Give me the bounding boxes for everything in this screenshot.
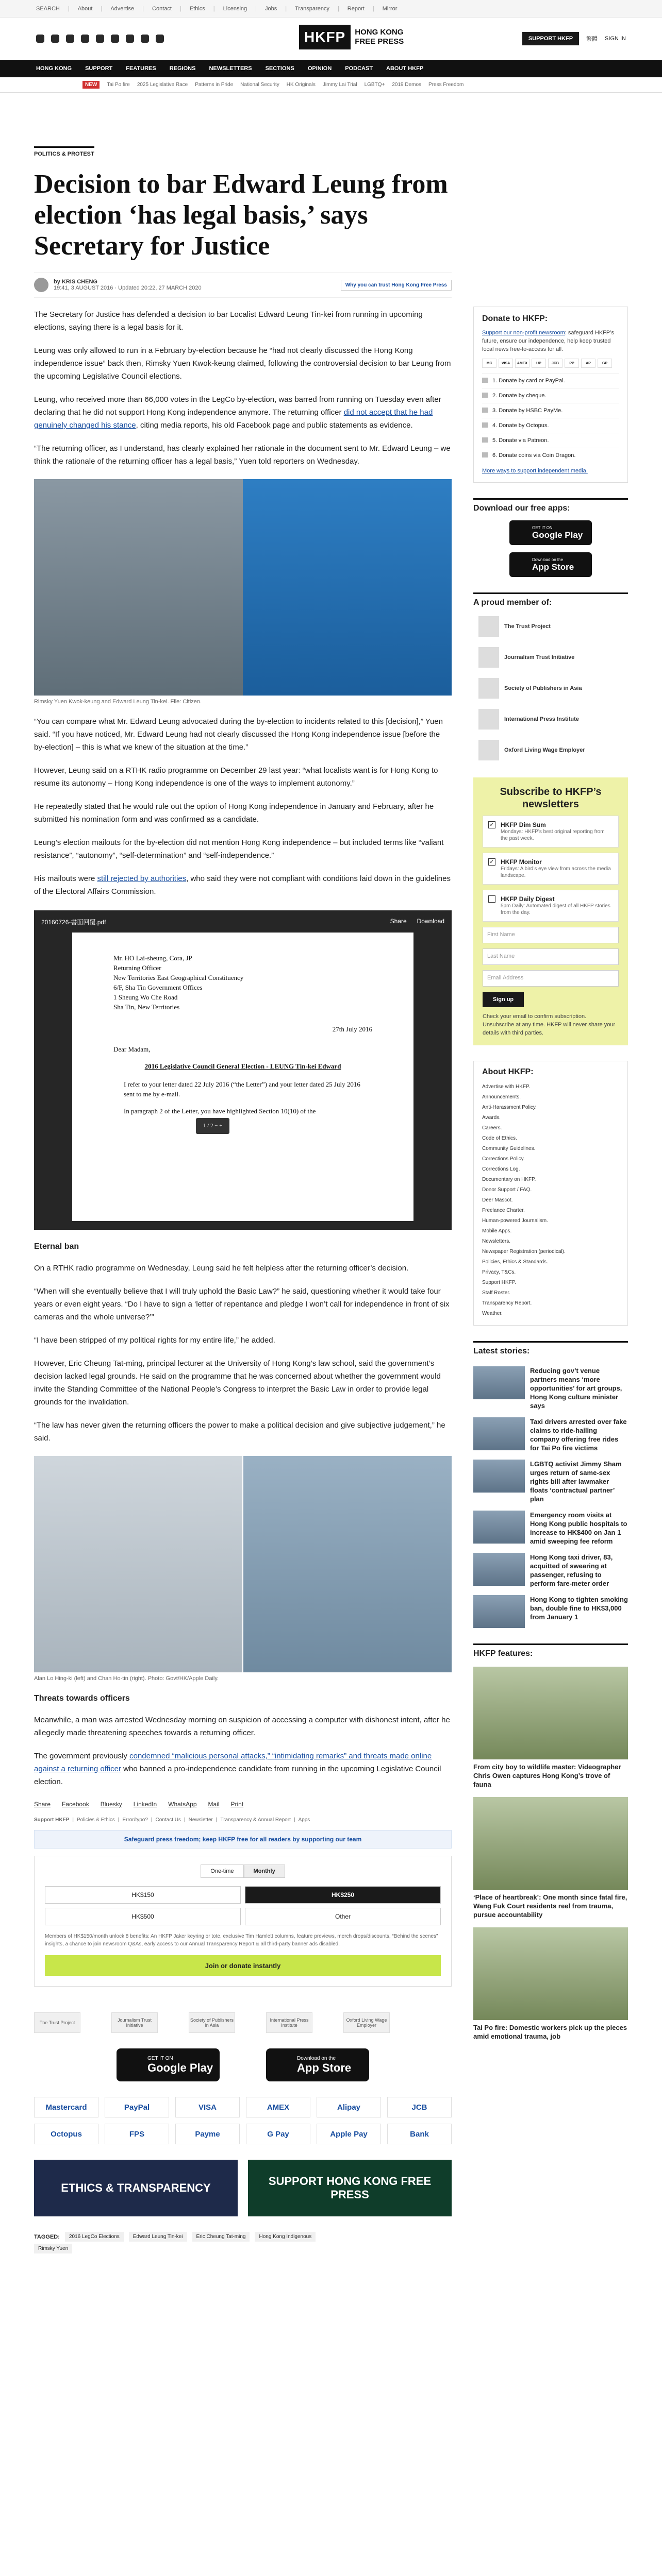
- checkbox: ✓: [488, 821, 495, 828]
- story-thumbnail: [473, 1595, 525, 1628]
- about-link[interactable]: Policies, Ethics & Standards.: [482, 1259, 548, 1265]
- feature-item[interactable]: ‘Place of heartbreak’: One month since fatal fire, Wang Fuk Court residents reel from trauma, pursue accountability: [473, 1797, 628, 1919]
- paragraph: “When will she eventually believe that I will truly uphold the Basic Law?” he said, questioning whether it would take four years or even eight years. “Do I have to sign a ‘letter of repentance and pledge I won’t call for independence in front of six cameras and the whole universe?’”: [34, 1287, 450, 1321]
- member-logo[interactable]: International Press Institute: [478, 707, 628, 731]
- share-label: Share: [34, 1801, 51, 1808]
- linkedin-icon[interactable]: [126, 35, 134, 43]
- paragraph: However, Leung said on a RTHK radio programme on December 29 last year: “what localists want is for Hong Kong to resume its autonomy – Hong Kong independence is one of the ways to implement autonomy.”: [34, 766, 438, 788]
- payment-logo: FPS: [105, 2124, 169, 2144]
- download-button[interactable]: Download: [417, 918, 444, 925]
- photo-caption: Alan Lo Hing-ki (left) and Chan Ho-tin (right). Photo: Govt/HK/Apple Daily.: [34, 1675, 219, 1682]
- trending-link[interactable]: Tai Po fire: [107, 82, 130, 88]
- newsletter-signup: [473, 777, 628, 1045]
- story-item[interactable]: Taxi drivers arrested over fake claims to ride-hailing company offering free rides for Tai Po fire victims: [473, 1417, 628, 1452]
- feature-item[interactable]: Tai Po fire: Domestic workers pick up the pieces amid emotional trauma, job: [473, 1927, 628, 2041]
- trending-link[interactable]: Jimmy Lai Trial: [322, 82, 357, 88]
- author-avatar: [34, 278, 48, 292]
- about-link[interactable]: Documentary on HKFP.: [482, 1177, 536, 1182]
- patreon-icon: [482, 437, 488, 443]
- about-link[interactable]: Advertise with HKFP.: [482, 1084, 531, 1090]
- contact-link[interactable]: Contact: [152, 5, 172, 12]
- story-item[interactable]: Hong Kong taxi driver, 83, acquitted of swearing at passenger, refusing to perform fare-meter order: [473, 1553, 628, 1588]
- story-item[interactable]: Emergency room visits at Hong Kong public hospitals to increase to HK$400 on Jan 1 amid sweeping fee reform: [473, 1511, 628, 1546]
- paragraph: He repeatedly stated that he would rule out the option of Hong Kong independence in January and February, after he submitted his nomination form and was confirmed as a candidate.: [34, 802, 434, 824]
- about-link[interactable]: About: [77, 5, 93, 12]
- donate-method[interactable]: 4. Donate by Octopus.: [482, 418, 619, 433]
- footer-link[interactable]: Newsletter: [188, 1817, 213, 1823]
- advertise-link[interactable]: Advertise: [110, 5, 135, 12]
- article-category[interactable]: POLITICS & PROTEST: [34, 146, 94, 157]
- inline-link[interactable]: still rejected by authorities: [97, 874, 187, 883]
- payment-logo: G Pay: [246, 2124, 310, 2144]
- payment-logo: JCB: [387, 2097, 452, 2117]
- article-photo: [34, 479, 452, 696]
- payment-logo: Alipay: [317, 2097, 381, 2117]
- payment-logo: Bank: [387, 2124, 452, 2144]
- ethics-link[interactable]: Ethics: [189, 5, 205, 12]
- about-link[interactable]: Mobile Apps.: [482, 1228, 512, 1234]
- badge-logo[interactable]: Oxford Living Wage Employer: [343, 2012, 390, 2033]
- payment-logo: Payme: [175, 2124, 240, 2144]
- payment-logo: VISA: [175, 2097, 240, 2117]
- author-name[interactable]: by KRIS CHENG: [54, 279, 97, 285]
- footer-link[interactable]: Error/typo?: [122, 1817, 148, 1823]
- first-name-field[interactable]: First Name: [483, 927, 619, 943]
- about-link[interactable]: Careers.: [482, 1125, 502, 1131]
- footer-link[interactable]: Policies & Ethics: [76, 1817, 115, 1823]
- trending-bar: [0, 77, 662, 93]
- footer-link[interactable]: Apps: [298, 1817, 310, 1823]
- footer-link[interactable]: Contact Us: [155, 1817, 181, 1823]
- subheading: Eternal ban: [34, 1242, 79, 1251]
- story-thumbnail: [473, 1460, 525, 1493]
- monthly-toggle[interactable]: Monthly: [244, 1865, 285, 1878]
- share-button[interactable]: Share: [390, 918, 407, 925]
- newsletter-option[interactable]: ✓ HKFP Monitor Fridays: A bird’s eye view from across the media landscape.: [483, 853, 619, 885]
- rss-icon[interactable]: [156, 35, 164, 43]
- paragraph: “The law has never given the returning officers the power to make a political decision and give subjective judgement,” he said.: [34, 1421, 445, 1443]
- nav-sections[interactable]: SECTIONS: [265, 65, 294, 72]
- donate-panel: Donate to HKFP: Support our non-profit newsroom: safeguard HKFP’s future, ensure our independence, help keep trusted local news free-to-access for all. MC VISA AMEX UP JCB PP AP GP 1. Donate by card or PayPal. 2. Donate by cheque. 3. Donate by HSBC PayMe. 4. Donate by Octopus. 5. Donate via Patreon. 6. Donate coins via Coin Dragon. More ways to support independent media.: [473, 307, 628, 483]
- paragraph: The government previously condemned “malicious personal attacks,” “intimidating remarks” and threats made online against a returning officer who banned a pro-independence candidate from running in the upcoming Legislative Council election.: [34, 1752, 441, 1786]
- feature-image: [473, 1797, 628, 1890]
- tags-label: TAGGED:: [34, 2233, 60, 2240]
- trending-link[interactable]: Press Freedom: [428, 82, 464, 88]
- paragraph: On a RTHK radio programme on Wednesday, Leung said he felt helpless after the returning officer’s decision.: [34, 1264, 409, 1273]
- threads-icon[interactable]: [81, 35, 89, 43]
- paragraph: Meanwhile, a man was arrested Wednesday morning on suspicion of accessing a computer with dishonest intent, after he allegedly made threatening speeches towards a returning officer.: [34, 1716, 450, 1737]
- tag[interactable]: Rimsky Yuen: [34, 2244, 72, 2253]
- article-tags: [34, 2232, 452, 2242]
- mirror-link[interactable]: Mirror: [382, 5, 398, 12]
- story-item[interactable]: Reducing gov’t venue partners means ‘more opportunities’ for art groups, Hong Kong culture minister says: [473, 1366, 628, 1410]
- latest-stories: [473, 1366, 628, 1628]
- about-link[interactable]: Newsletters.: [482, 1239, 511, 1244]
- card-icon: [482, 378, 488, 383]
- payment-methods: [34, 2097, 452, 2144]
- facebook-icon[interactable]: [36, 35, 44, 43]
- story-thumbnail: [473, 1511, 525, 1544]
- paragraph: Leung, who received more than 66,000 votes in the LegCo by-election, was barred from running on Tuesday even after declaring that he did not support Hong Kong independence anymore. The returning officer did not accept that he had genuinely changed his stance, citing media reports, his old Facebook page and public statements as evidence.: [34, 395, 441, 430]
- feature-image: [473, 1667, 628, 1759]
- coin-icon: [482, 452, 488, 457]
- about-links: [482, 1082, 619, 1319]
- donate-method[interactable]: 3. Donate by HSBC PayMe.: [482, 403, 619, 418]
- nav-about[interactable]: ABOUT HKFP: [386, 65, 424, 72]
- payment-logo: Octopus: [34, 2124, 98, 2144]
- licensing-link[interactable]: Licensing: [223, 5, 247, 12]
- paragraph: Leung was only allowed to run in a February by-election because he “had not clearly discussed the Hong Kong independence issue” back then, Rimsky Yuen Kwok-keung claimed, following the controversial decision to bar Leung from the upcoming Legislative Council elections.: [34, 346, 451, 381]
- about-link[interactable]: Support HKFP.: [482, 1280, 516, 1285]
- app-store-button[interactable]: Download on the App Store: [509, 552, 592, 577]
- member-logo[interactable]: Oxford Living Wage Employer: [478, 738, 628, 762]
- about-link[interactable]: Awards.: [482, 1115, 501, 1121]
- section-heading: Download our free apps:: [473, 498, 628, 513]
- nav-regions[interactable]: REGIONS: [169, 65, 196, 72]
- article-main: [34, 118, 452, 2251]
- tag[interactable]: Edward Leung Tin-kei: [129, 2232, 187, 2242]
- support-link[interactable]: Support our non-profit newsroom: [482, 330, 565, 336]
- about-link[interactable]: Code of Ethics.: [482, 1136, 517, 1141]
- footer-link[interactable]: Support HKFP: [34, 1817, 70, 1823]
- membership-note: Members of HK$150/month unlock 8 benefits: An HKFP Jaker keyring or tote, exclusive Tim Hamlett columns, feature previews, merch drops/discounts, “Behind the scenes” insights, a chance to join newsroom Q&As, early access to our Annual Transparency Report & all third-party banner ads disabled.: [45, 1934, 438, 1947]
- support-button[interactable]: SUPPORT HKFP: [522, 32, 579, 45]
- donation-widget: [34, 1856, 452, 1987]
- about-link[interactable]: Freelance Charter.: [482, 1208, 525, 1213]
- checkbox: [488, 895, 495, 903]
- main-nav: [0, 60, 662, 77]
- signup-note: Check your email to confirm subscription. Unsubscribe at any time. HKFP will never share your details with third parties.: [483, 1013, 616, 1036]
- panel-heading: Donate to HKFP:: [482, 314, 548, 323]
- about-link[interactable]: Announcements.: [482, 1094, 521, 1100]
- donate-method[interactable]: 6. Donate coins via Coin Dragon.: [482, 448, 619, 463]
- share-linkedin[interactable]: LinkedIn: [133, 1801, 157, 1808]
- more-ways-link[interactable]: More ways to support independent media.: [482, 468, 588, 474]
- amount-option-selected[interactable]: HK$250: [245, 1886, 441, 1904]
- member-logo[interactable]: Journalism Trust Initiative: [478, 646, 628, 669]
- member-logos: [473, 615, 628, 762]
- about-link[interactable]: Corrections Log.: [482, 1166, 520, 1172]
- footer-links: Support HKFP | Policies & Ethics | Error/typo? | Contact Us | Newsletter | Transparency & Annual Report | Apps: [34, 1817, 310, 1823]
- paragraph: “The returning officer, as I understand, has clearly explained her rationale in the document sent to Mr. Edward Leung – we think the rationale of the returning officer has a legal basis,” Yuen told reporters on Wednesday.: [34, 444, 451, 466]
- trending-link[interactable]: LGBTQ+: [364, 82, 385, 88]
- section-heading: A proud member of:: [473, 592, 628, 607]
- badge-logo[interactable]: Society of Publishers in Asia: [189, 2012, 235, 2033]
- payment-logo: Mastercard: [34, 2097, 98, 2117]
- inline-link[interactable]: did not accept that he had genuinely changed his stance: [34, 408, 433, 430]
- section-heading: Latest stories:: [473, 1341, 628, 1356]
- nav-opinion[interactable]: OPINION: [307, 65, 332, 72]
- google-play-button[interactable]: GET IT ON Google Play: [509, 520, 592, 545]
- article-date: 19:41, 3 AUGUST 2016 · Updated 20:22, 27 MARCH 2020: [54, 285, 202, 291]
- bluesky-icon[interactable]: [141, 35, 149, 43]
- paragraph: His mailouts were still rejected by authorities, who said they were not compliant with conditions laid down in the guidelines of the Electoral Affairs Commission.: [34, 874, 451, 896]
- about-link[interactable]: Weather.: [482, 1311, 503, 1316]
- nav-newsletters[interactable]: NEWSLETTERS: [209, 65, 252, 72]
- donate-method[interactable]: 2. Donate by cheque.: [482, 388, 619, 403]
- sidebar: [473, 307, 628, 2041]
- article-photo: [34, 1456, 452, 1672]
- nav-podcast[interactable]: PODCAST: [345, 65, 373, 72]
- story-thumbnail: [473, 1366, 525, 1399]
- email-field[interactable]: Email Address: [483, 970, 619, 987]
- about-link[interactable]: Transparency Report.: [482, 1300, 532, 1306]
- about-link[interactable]: Human-powered Journalism.: [482, 1218, 548, 1224]
- about-link[interactable]: Corrections Policy.: [482, 1156, 525, 1162]
- features-list: [473, 1667, 628, 2041]
- cheque-icon: [482, 393, 488, 398]
- share-mail[interactable]: Mail: [208, 1801, 220, 1808]
- social-icons: [36, 35, 164, 43]
- feature-item[interactable]: From city boy to wildlife master: Videographer Chris Owen captures Hong Kong’s trove of fauna: [473, 1667, 628, 1789]
- trending-link[interactable]: National Security: [240, 82, 279, 88]
- newsletter-heading: Subscribe to HKFP’s newsletters: [500, 786, 602, 810]
- site-logo[interactable]: HKFP HONG KONG FREE PRESS: [299, 25, 404, 49]
- top-utility-bar: SEARCH | About | Advertise | Contact | Ethics | Licensing | Jobs | Transparency | Report | Mirror: [0, 0, 662, 18]
- badge-logo[interactable]: Journalism Trust Initiative: [111, 2012, 158, 2033]
- donate-method[interactable]: 5. Donate via Patreon.: [482, 433, 619, 448]
- join-button[interactable]: Join or donate instantly: [45, 1955, 441, 1976]
- story-item[interactable]: Hong Kong to tighten smoking ban, double fine to HK$3,000 from January 1: [473, 1595, 628, 1628]
- feature-image: [473, 1927, 628, 2020]
- octopus-icon: [482, 422, 488, 428]
- last-name-field[interactable]: Last Name: [483, 948, 619, 965]
- inline-link[interactable]: condemned “malicious personal attacks,” “intimidating remarks” and threats made online against a returning officer: [34, 1752, 432, 1773]
- jobs-link[interactable]: Jobs: [264, 5, 277, 12]
- nav-hong-kong[interactable]: HONG KONG: [36, 65, 72, 72]
- newsletter-option[interactable]: ✓ HKFP Dim Sum Mondays: HKFP’s best original reporting from the past week.: [483, 816, 619, 848]
- nav-features[interactable]: FEATURES: [126, 65, 156, 72]
- story-thumbnail: [473, 1417, 525, 1450]
- payment-logo: PayPal: [105, 2097, 169, 2117]
- badge-logo[interactable]: International Press Institute: [266, 2012, 312, 2033]
- trending-link[interactable]: 2025 Legislative Race: [137, 82, 188, 88]
- amount-option[interactable]: HK$500: [45, 1908, 241, 1925]
- paragraph: “You can compare what Mr. Edward Leung advocated during the by-election to incidents related to this [decision],” Yuen said. “If you have noticed, Mr. Edward Leung had not clearly discussed the Hong Kong independence issue [before the by-election] – this is what we knew of the situation at the time.”: [34, 717, 443, 752]
- about-link[interactable]: Donor Support / FAQ.: [482, 1187, 532, 1193]
- signup-button[interactable]: Sign up: [483, 992, 524, 1007]
- share-print[interactable]: Print: [230, 1801, 244, 1808]
- share-bluesky[interactable]: Bluesky: [100, 1801, 122, 1808]
- trending-link[interactable]: 2019 Demos: [392, 82, 422, 88]
- x-icon[interactable]: [51, 35, 59, 43]
- transparency-link[interactable]: Transparency: [295, 5, 329, 12]
- photo-caption: Rimsky Yuen Kwok-keung and Edward Leung Tin-kei. File: Citizen.: [34, 699, 202, 705]
- member-badges: [34, 2012, 452, 2033]
- support-banner[interactable]: Safeguard press freedom; keep HKFP free for all readers by supporting our team: [34, 1830, 452, 1849]
- document-pager[interactable]: 1 / 2 − +: [196, 1118, 229, 1134]
- signin-link[interactable]: SIGN IN: [605, 36, 626, 42]
- payment-logo: AMEX: [246, 2097, 310, 2117]
- site-header: [0, 18, 662, 60]
- section-heading: HKFP features:: [473, 1643, 628, 1658]
- tag[interactable]: Hong Kong Indigenous: [255, 2232, 316, 2242]
- about-link[interactable]: Staff Roster.: [482, 1290, 510, 1296]
- story-item[interactable]: LGBTQ activist Jimmy Sham urges return of same-sex rights bill after lawmaker floats ‘contractual partner’ plan: [473, 1460, 628, 1503]
- payme-icon: [482, 408, 488, 413]
- card-logos: MC VISA AMEX UP JCB PP AP GP: [482, 359, 619, 368]
- document-embed[interactable]: [34, 910, 452, 1230]
- about-link[interactable]: Community Guidelines.: [482, 1146, 536, 1151]
- tag[interactable]: 2016 LegCo Elections: [65, 2232, 124, 2242]
- story-thumbnail: [473, 1553, 525, 1586]
- about-link[interactable]: Privacy, T&Cs.: [482, 1269, 516, 1275]
- panel-heading: About HKFP:: [482, 1067, 534, 1076]
- telegram-icon[interactable]: [111, 35, 119, 43]
- amount-option[interactable]: HK$150: [45, 1886, 241, 1904]
- trending-link[interactable]: Patterns in Pride: [195, 82, 234, 88]
- nav-support[interactable]: SUPPORT: [85, 65, 113, 72]
- instagram-icon[interactable]: [66, 35, 74, 43]
- new-badge: NEW: [82, 81, 100, 89]
- footer-link[interactable]: Transparency & Annual Report: [220, 1817, 291, 1823]
- support-hkfp-banner[interactable]: SUPPORT HONG KONG FREE PRESS: [248, 2160, 452, 2216]
- one-time-toggle[interactable]: One-time: [201, 1865, 243, 1878]
- paragraph: Leung’s election mailouts for the by-election did not mention Hong Kong independence – but included terms like “valiant resistance”, “autonomy”, “self-determination” and “self-independence.”: [34, 838, 444, 860]
- subheading: Threats towards officers: [34, 1694, 130, 1703]
- language-toggle[interactable]: 繁體: [586, 36, 598, 42]
- donate-method[interactable]: 1. Donate by card or PayPal.: [482, 373, 619, 388]
- member-logo[interactable]: The Trust Project: [478, 615, 628, 638]
- app-store-button[interactable]: Download on the App Store: [266, 2048, 369, 2081]
- member-logo[interactable]: Society of Publishers in Asia: [478, 676, 628, 700]
- paragraph: “I have been stripped of my political rights for my entire life,” he added.: [34, 1336, 275, 1345]
- youtube-icon[interactable]: [96, 35, 104, 43]
- trust-info-button[interactable]: Why you can trust Hong Kong Free Press: [341, 280, 452, 291]
- share-bar: [34, 1801, 452, 1808]
- tag[interactable]: Eric Cheung Tat-ming: [192, 2232, 250, 2242]
- about-panel: [473, 1061, 628, 1326]
- byline: [34, 272, 452, 298]
- article-title: Decision to bar Edward Leung from election ‘has legal basis,’ says Secretary for Justice: [34, 170, 448, 261]
- amount-option[interactable]: Other: [245, 1908, 441, 1925]
- document-page: Mr. HO Lai-sheung, Cora, JP Returning Officer New Territories East Geographical Constituency 6/F, Sha Tin Government Offices 1 Sheung Wo Che Road Sha Tin, New Territories 27th July 2016 Dear Madam, 2016 Legislative Council General Election - LEUNG Tin-kei Edward I refer to your letter dated 22 July 2016 (“the Letter”) and your letter dated 25 July 2016 sent to me by e-mail. In paragraph 2 of the Letter, you have highlighted Section 10(10) of the 1 / 2 − +: [72, 933, 413, 1221]
- paragraph: However, Eric Cheung Tat-ming, principal lecturer at the University of Hong Kong’s law school, said the government’s decision lacked legal grounds. He said on the programme that he was concerned about whether the government would invite the Standing Committee of the National People’s Congress to interpret the Basic Law in order to provide legal grounds for the invalidation.: [34, 1359, 441, 1406]
- about-link[interactable]: Anti-Harassment Policy.: [482, 1105, 537, 1110]
- ethics-banner[interactable]: ETHICS & TRANSPARENCY: [34, 2160, 238, 2216]
- search-link[interactable]: SEARCH: [36, 5, 60, 12]
- newsletter-option[interactable]: HKFP Daily Digest 5pm Daily: Automated digest of all HKFP stories from the day.: [483, 890, 619, 922]
- article-body: [34, 308, 452, 1788]
- share-facebook[interactable]: Facebook: [62, 1801, 89, 1808]
- about-link[interactable]: Deer Mascot.: [482, 1197, 513, 1203]
- google-play-button[interactable]: GET IT ON Google Play: [117, 2048, 220, 2081]
- badge-logo[interactable]: The Trust Project: [34, 2012, 80, 2033]
- document-title: 20160726-書面回覆.pdf: [41, 919, 106, 926]
- paragraph: The Secretary for Justice has defended a decision to bar Localist Edward Leung Tin-kei from running in upcoming elections, saying there is a legal basis for it.: [34, 310, 423, 332]
- payment-logo: Apple Pay: [317, 2124, 381, 2144]
- share-whatsapp[interactable]: WhatsApp: [168, 1801, 197, 1808]
- trending-link[interactable]: HK Originals: [286, 82, 316, 88]
- about-link[interactable]: Newspaper Registration (periodical).: [482, 1249, 566, 1255]
- report-link[interactable]: Report: [347, 5, 365, 12]
- checkbox: ✓: [488, 858, 495, 866]
